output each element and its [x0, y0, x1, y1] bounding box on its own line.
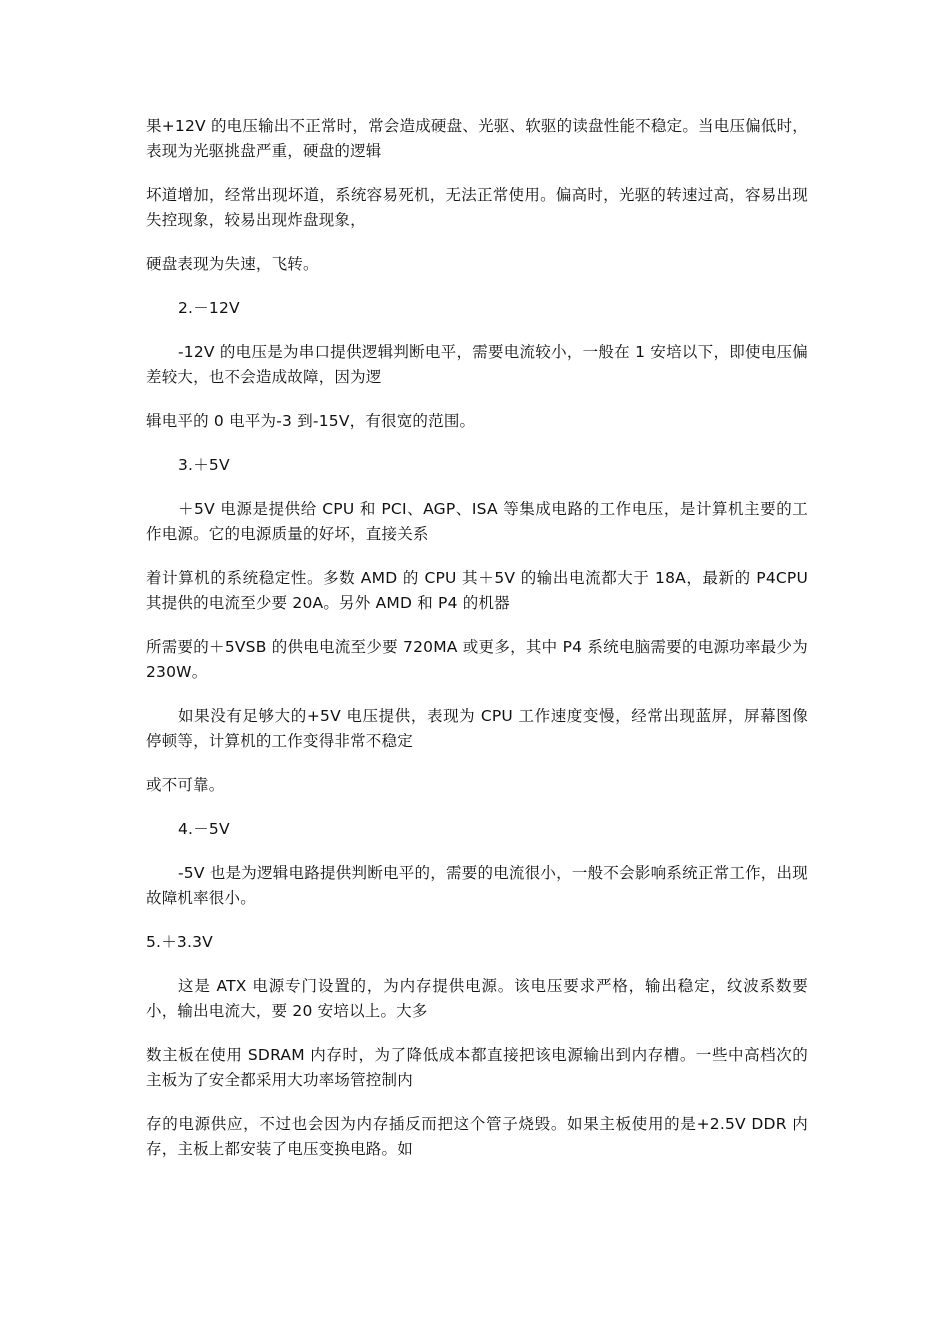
- paragraph-12v-effects: 果+12V 的电压输出不正常时，常会造成硬盘、光驱、软驱的读盘性能不稳定。当电压偏低时，表现为光驱挑盘严重，硬盘的逻辑: [146, 117, 808, 160]
- paragraph-plus-5v-current: 着计算机的系统稳定性。多数 AMD 的 CPU 其＋5V 的输出电流都大于 18A，最新的 P4CPU 其提供的电流至少要 20A。另外 AMD 和 P4 的机器: [146, 569, 808, 612]
- paragraph-gap: [146, 233, 808, 252]
- paragraph-gap: [146, 164, 808, 183]
- paragraph-plus-5vsb: 所需要的＋5VSB 的供电电流至少要 720MA 或更多，其中 P4 系统电脑需要的电源功率最少为 230W。: [146, 638, 808, 681]
- section-heading-minus-5v: 4.－5V: [178, 820, 230, 838]
- paragraph-gap: [146, 911, 808, 930]
- paragraph-gap: [146, 955, 808, 974]
- paragraph-gap: [146, 390, 808, 409]
- paragraph-plus-3-3v-ddr: 存的电源供应，不过也会因为内存插反而把这个管子烧毁。如果主板使用的是+2.5V DDR 内存，主板上都安装了电压变换电路。如: [146, 1115, 808, 1158]
- paragraph-gap: [146, 842, 808, 861]
- paragraph-12v-bad-sectors: 坏道增加，经常出现坏道，系统容易死机，无法正常使用。偏高时，光驱的转速过高，容易出现失控现象，较易出现炸盘现象，: [146, 186, 808, 229]
- paragraph-gap: [146, 1024, 808, 1043]
- paragraph-gap: [146, 277, 808, 296]
- paragraph-plus-3-3v-atx: 这是 ATX 电源专门设置的，为内存提供电源。该电压要求严格，输出稳定，纹波系数要小，输出电流大，要 20 安培以上。大多: [146, 977, 808, 1020]
- paragraph-gap: [146, 547, 808, 566]
- paragraph-12v-hdd: 硬盘表现为失速，飞转。: [146, 255, 319, 273]
- paragraph-gap: [146, 1093, 808, 1112]
- paragraph-minus-12v-range: 辑电平的 0 电平为-3 到-15V，有很宽的范围。: [146, 412, 476, 430]
- paragraph-plus-5v-unreliable: 或不可靠。: [146, 776, 225, 794]
- paragraph-gap: [146, 616, 808, 635]
- paragraph-plus-5v-insufficient: 如果没有足够大的+5V 电压提供，表现为 CPU 工作速度变慢，经常出现蓝屏，屏幕图像停顿等，计算机的工作变得非常不稳定: [146, 707, 808, 750]
- paragraph-minus-12v-serial: -12V 的电压是为串口提供逻辑判断电平，需要电流较小，一般在 1 安培以下，即使电压偏差较大，也不会造成故障，因为逻: [146, 343, 808, 386]
- paragraph-minus-5v: -5V 也是为逻辑电路提供判断电平的，需要的电流很小，一般不会影响系统正常工作，出现故障机率很小。: [146, 864, 808, 907]
- document-body: [146, 114, 808, 1162]
- paragraph-gap: [146, 754, 808, 773]
- paragraph-gap: [146, 321, 808, 340]
- paragraph-plus-3-3v-sdram: 数主板在使用 SDRAM 内存时，为了降低成本都直接把该电源输出到内存槽。一些中高档次的主板为了安全都采用大功率场管控制内: [146, 1046, 808, 1089]
- section-heading-plus-5v: 3.＋5V: [178, 456, 230, 474]
- paragraph-gap: [146, 685, 808, 704]
- paragraph-gap: [146, 478, 808, 497]
- section-heading-minus-12v: 2.－12V: [178, 299, 240, 317]
- paragraph-gap: [146, 434, 808, 453]
- paragraph-gap: [146, 798, 808, 817]
- paragraph-plus-5v-main: ＋5V 电源是提供给 CPU 和 PCI、AGP、ISA 等集成电路的工作电压，是计算机主要的工作电源。它的电源质量的好坏，直接关系: [146, 500, 808, 543]
- section-heading-plus-3-3v: 5.＋3.3V: [146, 933, 213, 951]
